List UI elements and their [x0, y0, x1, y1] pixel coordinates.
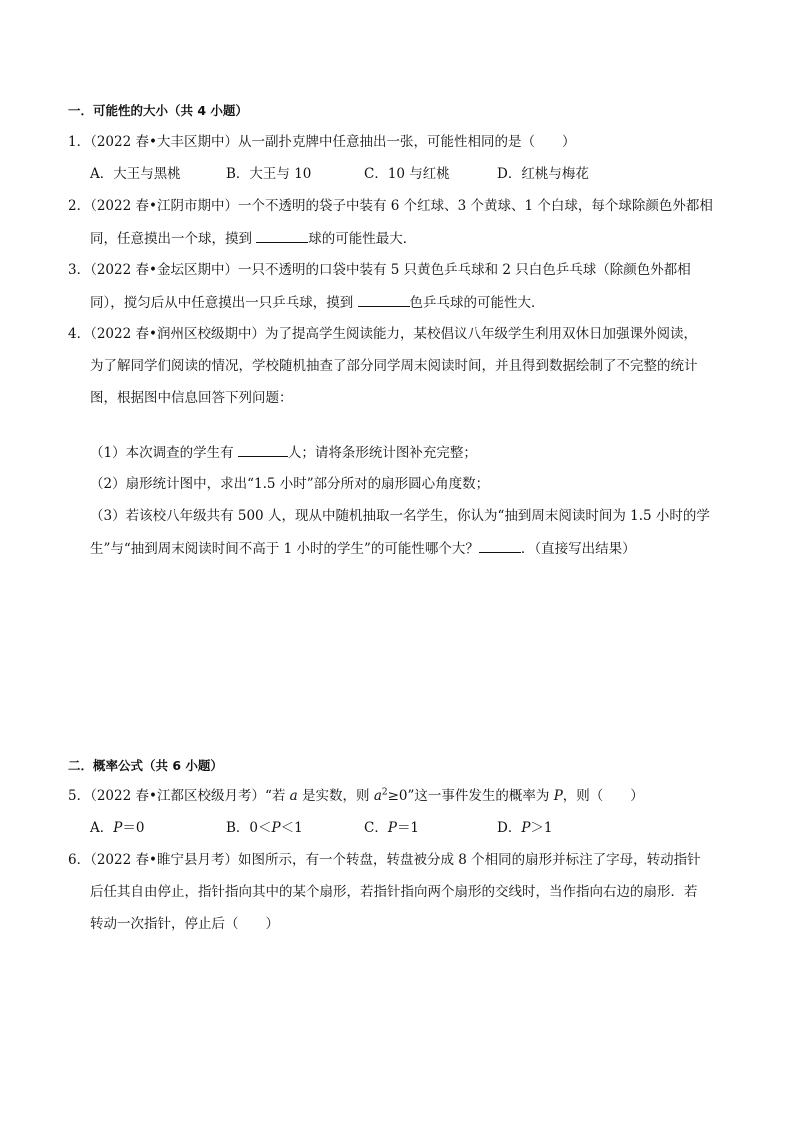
question-4-sub-3-text-a: 生”与“抽到周末阅读时间不高于 1 小时的学生”的可能性哪个大？: [90, 541, 479, 557]
question-3-line-2: [90, 292, 545, 313]
question-5-option-b: [226, 818, 303, 838]
question-5-mid-2: ≥0”这一事件发生的概率为: [387, 788, 554, 804]
variable-a: a: [289, 788, 298, 804]
option-lead: D．: [497, 820, 522, 836]
question-5-option-d: [497, 818, 553, 838]
question-6-line-3: 转动一次指针，停止后（ ）: [90, 916, 279, 932]
question-2-text-a: 同，任意摸出一个球，摸到: [90, 231, 257, 247]
question-1-stem: 1．（2022 春•大丰区期中）从一副扑克牌中任意抽出一张，可能性相同的是（ ）: [68, 134, 576, 150]
question-4-line-3: 图，根据图中信息回答下列问题：: [90, 390, 293, 406]
question-5-prefix: 5．（2022 春•江都区校级月考）“若: [68, 788, 290, 804]
answer-blank: [479, 538, 521, 553]
answer-blank: [358, 292, 410, 307]
question-5-stem: [68, 786, 644, 806]
option-lead: A．: [90, 820, 114, 836]
question-1-option-b: B．大王与 10: [226, 166, 312, 182]
question-2-text-b: 球的可能性最大．: [308, 231, 417, 247]
question-4-sub-1: [90, 442, 477, 463]
question-5-option-c: [364, 818, 419, 838]
option-rest: ＜1: [280, 820, 303, 836]
question-5-option-a: [90, 818, 144, 838]
question-4-sub-3-line-2: [90, 538, 636, 559]
variable-p: P: [271, 820, 281, 836]
variable-p: P: [553, 788, 563, 804]
answer-blank: [238, 442, 288, 457]
question-4-sub-2: （2）扇形统计图中，求出“1.5 小时”部分所对的扇形圆心角度数；: [90, 476, 490, 492]
question-4-sub-3-line-1: （3）若该校八年级共有 500 人，现从中随机抽取一名学生，你认为“抽到周末阅读时间为 1.5 小时的学: [90, 508, 710, 524]
question-4-sub-1-text-a: （1）本次调查的学生有: [90, 445, 238, 461]
answer-blank: [256, 228, 308, 243]
option-rest: ＝0: [122, 820, 145, 836]
section-2-heading: 二．概率公式（共 6 小题）: [68, 758, 223, 773]
option-rest: ＝1: [396, 820, 420, 836]
question-2-line-1: 2．（2022 春•江阴市期中）一个不透明的袋子中装有 6 个红球、3 个黄球、1 个白球，每个球除颜色外都相: [68, 198, 713, 214]
question-4-sub-1-text-b: 人；请将条形统计图补充完整；: [287, 445, 477, 461]
section-1-heading: 一．可能性的大小（共 4 小题）: [68, 103, 248, 118]
variable-a: a: [373, 788, 382, 804]
option-rest: ＞1: [530, 820, 553, 836]
question-1-option-a: A．大王与黑桃: [90, 166, 181, 182]
question-6-line-1: 6．（2022 春•睢宁县月考）如图所示，有一个转盘，转盘被分成 8 个相同的扇形并标注了字母，转动指针: [68, 852, 701, 868]
question-1-option-c: C．10 与红桃: [364, 166, 450, 182]
question-1-option-d: D．红桃与梅花: [497, 166, 589, 182]
question-5-mid-1: 是实数，则: [297, 788, 374, 804]
question-3-text-a: 同），搅匀后从中任意摸出一只乒乓球，摸到: [90, 295, 358, 311]
question-2-line-2: [90, 228, 416, 249]
question-3-text-b: 色乒乓球的可能性大．: [409, 295, 545, 311]
variable-p: P: [113, 820, 123, 836]
variable-p: P: [521, 820, 531, 836]
question-5-suffix: ，则（ ）: [562, 788, 644, 804]
option-lead: B．0＜: [226, 820, 272, 836]
question-4-sub-3-text-b: ．（直接写出结果）: [520, 541, 636, 557]
option-lead: C．: [364, 820, 388, 836]
question-3-line-1: 3．（2022 春•金坛区期中）一只不透明的口袋中装有 5 只黄色乒乓球和 2 只白色乒乓球（除颜色外都相: [68, 262, 691, 278]
question-6-line-2: 后任其自由停止，指针指向其中的某个扇形，若指针指向两个扇形的交线时，当作指向右边的扇形．若: [90, 884, 698, 900]
question-4-line-1: 4．（2022 春•润州区校级期中）为了提高学生阅读能力，某校倡议八年级学生利用双休日加强课外阅读，: [68, 326, 697, 342]
variable-p: P: [387, 820, 397, 836]
exponent: 2: [381, 787, 388, 798]
question-4-line-2: 为了解同学们阅读的情况，学校随机抽查了部分同学周末阅读时间，并且得到数据绘制了不完整的统计: [90, 358, 698, 374]
